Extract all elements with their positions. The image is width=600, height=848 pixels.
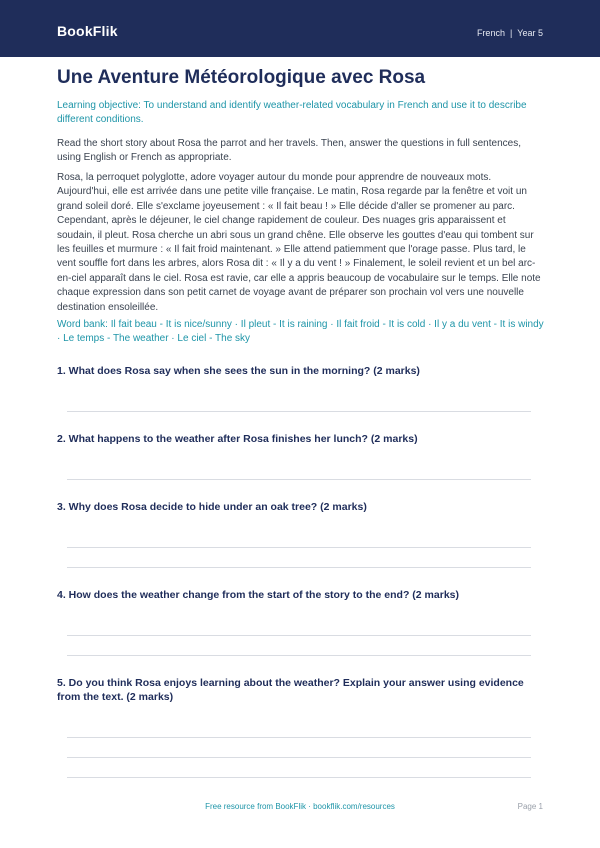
question-1: 1. What does Rosa say when she sees the sun in the morning? (2 marks) [57,365,420,377]
question-5: 5. Do you think Rosa enjoys learning about the weather? Explain your answer using evidence from the text. (2 marks) [57,677,524,703]
header-bar [0,0,600,57]
subject-year-label [477,27,543,39]
year-label: Year 5 [517,28,543,38]
learning-objective: Learning objective: To understand and identify weather-related vocabulary in French and use it to describe different conditions. [57,100,527,125]
question-2: 2. What happens to the weather after Rosa finishes her lunch? (2 marks) [57,433,418,445]
story-text: Rosa, la perroquet polyglotte, adore voyager autour du monde pour apprendre de nouveaux mots. Aujourd'hui, elle est arrivée dans une petite ville française. Le matin, Rosa regarde par la fenêtre et voit un grand soleil doré. Elle s'exclame joyeusement : « Il fait beau ! » Elle décide d'aller se promener au parc. Cependant, après le déjeuner, le ciel change rapidement de couleur. Des nuages gris apparaissent et soudain, il pleut. Rosa cherche un abri sous un grand chêne. Elle observe les gouttes d'eau qui tombent sur les feuilles et murmure : « Il fait froid maintenant. » Elle attend patiemment que l'orage passe. Plus tard, le vent souffle fort dans les arbres, alors Rosa dit : « Il y a du vent ! » Finalement, le soleil revient et un bel arc-en-ciel apparaît dans le ciel. Rosa est ravie, car elle a appris beaucoup de vocabulaire sur le temps. Elle note chaque expression dans son petit carnet de voyage avant de préparer son prochain vol vers une nouvelle destination ensoleillée. [57,172,541,313]
answer-line[interactable] [67,737,531,738]
meta-separator: | [509,28,513,38]
answer-line[interactable] [67,635,531,636]
answer-line[interactable] [67,777,531,778]
subject-label: French [476,28,505,38]
brand-logo-text: BookFlik [57,23,118,39]
question-4: 4. How does the weather change from the start of the story to the end? (2 marks) [57,589,459,601]
answer-line[interactable] [67,479,531,480]
footer-text: Free resource from BookFlik · bookflik.com/resources [205,802,395,811]
answer-line[interactable] [67,655,531,656]
worksheet-title: Une Aventure Météorologique avec Rosa [57,67,426,88]
question-3: 3. Why does Rosa decide to hide under an oak tree? (2 marks) [57,501,367,513]
word-bank: Word bank: Il fait beau - It is nice/sunny · Il pleut - It is raining · Il fait froid - It is cold · Il y a du vent - It is windy · Le temps - The weather · Le ciel - The sky [57,319,544,344]
answer-line[interactable] [67,547,531,548]
instructions-text: Read the short story about Rosa the parrot and her travels. Then, answer the questions in full sentences, using English or French as appropriate. [57,138,521,163]
answer-line[interactable] [67,757,531,758]
page-number: Page 1 [517,802,543,811]
answer-line[interactable] [67,567,531,568]
answer-line[interactable] [67,411,531,412]
